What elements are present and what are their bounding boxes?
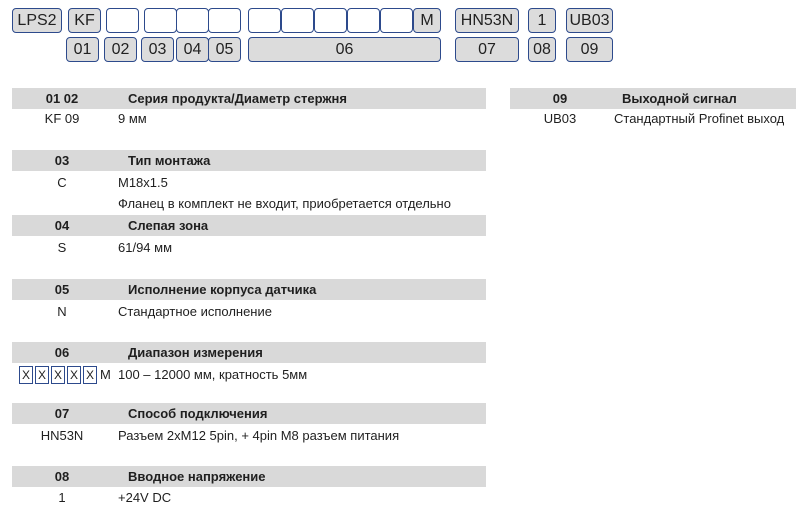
code-num-07-label: 07: [478, 40, 496, 58]
section-05-value: N: [57, 304, 67, 319]
code-num-06-label: 06: [335, 40, 354, 58]
section-09-value: UB03: [543, 111, 577, 126]
section-07-desc: Разъем 2xM12 5pin, + 4pin M8 разъем питания: [118, 428, 400, 443]
range-unit-m: M: [100, 367, 111, 382]
section-03-code: 03: [54, 153, 70, 168]
section-04-code: 04: [54, 218, 70, 233]
section-06-title: Диапазон измерения: [128, 345, 263, 360]
code-box-kf: [68, 8, 101, 33]
section-04-value: S: [57, 240, 67, 255]
code-box-empty-03: [144, 8, 177, 33]
code-box-lps2: [12, 8, 62, 33]
code-box-empty-06c: [314, 8, 347, 33]
section-07-title: Способ подключения: [128, 406, 268, 421]
code-num-08-label: 08: [533, 40, 551, 58]
code-num-03-label: 03: [148, 40, 167, 58]
code-box-empty-02: [106, 8, 139, 33]
section-03-title: Тип монтажа: [128, 153, 211, 168]
range-digit-box-5: X: [83, 366, 97, 384]
code-num-02-label: 02: [111, 40, 130, 58]
code-num-09: [566, 37, 613, 62]
code-box-empty-04: [176, 8, 209, 33]
code-num-04: [176, 37, 209, 62]
section-06-code: 06: [54, 345, 70, 360]
code-num-05-label: 05: [215, 40, 234, 58]
section-09-desc: Стандартный Profinet выход: [614, 111, 785, 126]
section-03-desc: M18x1.5: [118, 175, 168, 190]
code-box-ub03: [566, 8, 613, 33]
section-0102-value: KF 09: [44, 111, 80, 126]
section-07-code: 07: [54, 406, 70, 421]
code-num-03: [141, 37, 174, 62]
code-num-06: [248, 37, 441, 62]
section-09-code: 09: [552, 91, 568, 106]
section-04-desc: 61/94 мм: [118, 240, 173, 255]
code-box-empty-05: [208, 8, 241, 33]
section-05-desc: Стандартное исполнение: [118, 304, 272, 319]
code-num-05: [208, 37, 241, 62]
code-num-08: [528, 37, 556, 62]
section-03-value: C: [57, 175, 67, 190]
section-08-value: 1: [58, 490, 66, 505]
code-box-m: [413, 8, 441, 33]
code-box-hn53n: [455, 8, 519, 33]
section-07-value: HN53N: [40, 428, 84, 443]
code-num-04-label: 04: [183, 40, 202, 58]
code-box-empty-06d: [347, 8, 380, 33]
section-05-code: 05: [54, 282, 70, 297]
code-box-empty-06a: [248, 8, 281, 33]
section-08-desc: +24V DC: [118, 490, 172, 505]
section-03-desc-note: Фланец в комплект не входит, приобретается отдельно: [118, 196, 451, 211]
code-box-1: [528, 8, 556, 33]
range-digit-box-2: X: [35, 366, 49, 384]
code-num-01: [66, 37, 99, 62]
section-05-title: Исполнение корпуса датчика: [128, 282, 317, 297]
code-box-empty-06e: [380, 8, 413, 33]
range-digit-box-1: X: [19, 366, 33, 384]
section-09-title: Выходной сигнал: [622, 91, 737, 106]
code-num-02: [104, 37, 137, 62]
section-06-desc: 100 – 12000 мм, кратность 5мм: [118, 367, 308, 382]
code-box-hn53n-label: HN53N: [460, 11, 514, 29]
code-box-m-label: M: [420, 11, 434, 29]
range-digit-box-4: X: [67, 366, 81, 384]
code-num-01-label: 01: [73, 40, 92, 58]
code-box-kf-label: KF: [74, 11, 95, 29]
section-08-code: 08: [54, 469, 70, 484]
code-box-1-label: 1: [537, 11, 547, 29]
section-0102-code: 01 02: [45, 91, 79, 106]
code-box-lps2-label: LPS2: [17, 11, 57, 29]
code-box-ub03-label: UB03: [569, 11, 610, 29]
range-digit-box-3: X: [51, 366, 65, 384]
section-08-title: Вводное напряжение: [128, 469, 266, 484]
code-num-09-label: 09: [580, 40, 599, 58]
section-0102-desc: 9 мм: [118, 111, 147, 126]
section-0102-title: Серия продукта/Диаметр стержня: [128, 91, 347, 106]
code-box-empty-06b: [281, 8, 314, 33]
code-num-07: [455, 37, 519, 62]
section-04-title: Слепая зона: [128, 218, 209, 233]
